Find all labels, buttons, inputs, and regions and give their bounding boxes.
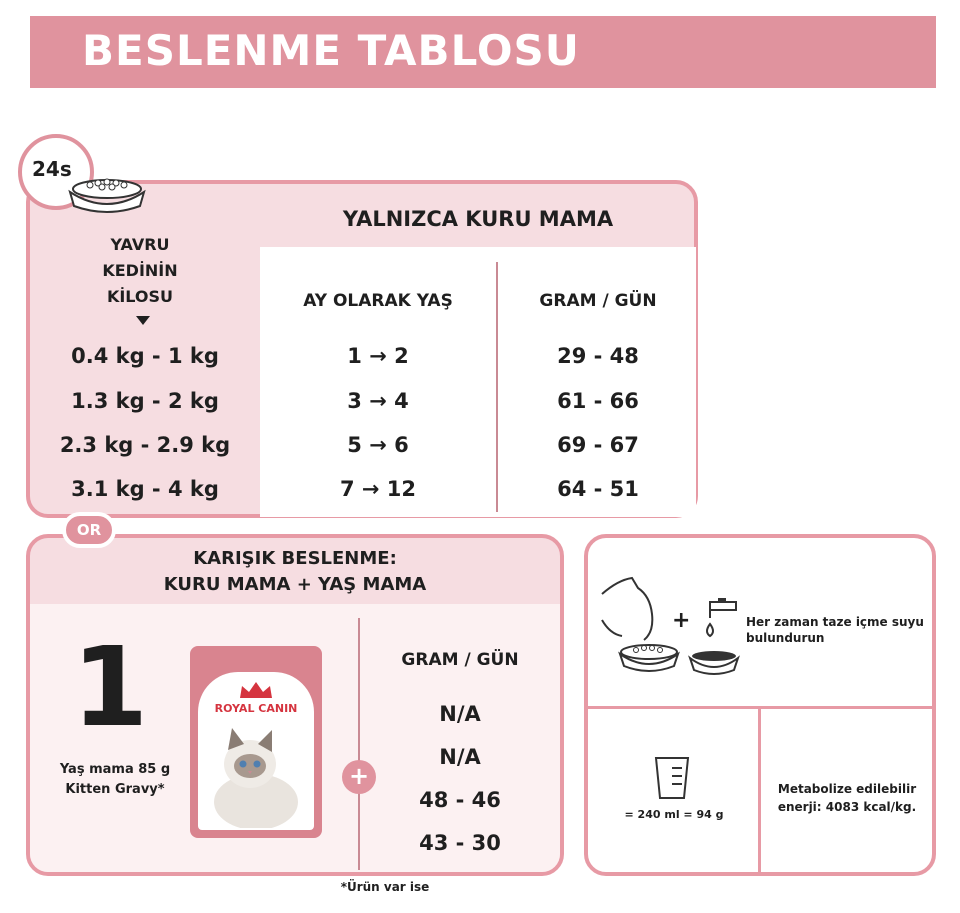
page-title: BESLENME TABLOSU [82,26,580,75]
mixed-title-line: KURU MAMA + YAŞ MAMA [163,574,427,595]
kitten-photo [200,724,312,828]
gram-cell: 64 - 51 [557,477,639,501]
energy-line: enerji: 4083 kcal/kg. [777,800,917,814]
mixed-gram-cell: N/A [439,702,481,726]
age-header: AY OLARAK YAŞ [303,291,453,311]
mixed-title-line: KARIŞIK BESLENME: [193,548,397,569]
age-cell: 5 → 6 [347,433,409,457]
gram-header: GRAM / GÜN [539,291,657,311]
mixed-gram-cell: 43 - 30 [419,831,501,855]
weight-cell: 0.4 kg - 1 kg [71,344,219,368]
crown-logo-icon [238,680,274,700]
weight-header [60,232,220,310]
energy-line: Metabolize edilebilir [777,782,917,796]
age-cell: 3 → 4 [347,389,409,413]
product-line: Yaş mama 85 g [59,762,171,777]
gram-cell: 29 - 48 [557,344,639,368]
water-advice [746,614,924,646]
measuring-cup-icon [652,754,692,800]
gram-cell: 61 - 66 [557,389,639,413]
product-label [30,760,200,800]
water-advice-line: bulundurun [746,631,825,645]
weight-header-line: KİLOSU [106,287,174,306]
brand-logo-text: ROYAL CANIN [214,702,298,715]
water-bowl-icon [686,648,742,678]
triangle-down-icon [136,316,150,326]
mixed-feeding-title [30,546,560,598]
age-cell: 7 → 12 [339,477,417,501]
weight-cell: 2.3 kg - 2.9 kg [59,433,231,457]
dry-food-bowl-icon [614,640,684,676]
weight-header-line: KEDİNİN [102,261,178,280]
cup-measure-text: = 240 ml = 94 g [624,808,724,821]
column-divider [358,618,360,870]
age-cell: 1 → 2 [347,344,409,368]
dry-food-bowl-icon [64,172,150,216]
plus-icon: + [342,760,376,794]
info-divider-vertical [758,709,761,872]
pouch-count: 1 [71,623,149,751]
water-advice-line: Her zaman taze içme suyu [746,615,924,629]
product-line: Kitten Gravy* [65,782,165,797]
footnote: *Ürün var ise [340,880,430,894]
mixed-gram-header: GRAM / GÜN [401,650,519,670]
energy-info [762,780,932,816]
weight-header-line: YAVRU [110,235,170,254]
dry-food-title: YALNIZCA KURU MAMA [342,207,614,231]
hours-label: 24s [32,157,72,181]
gram-cell: 69 - 67 [557,433,639,457]
weight-cell: 1.3 kg - 2 kg [71,389,219,413]
or-badge: OR [62,512,116,548]
water-tap-icon [700,596,746,642]
mixed-gram-cell: 48 - 46 [419,788,501,812]
mixed-gram-cell: N/A [439,745,481,769]
weight-cell: 3.1 kg - 4 kg [71,477,219,501]
plus-sign: + [672,608,691,633]
